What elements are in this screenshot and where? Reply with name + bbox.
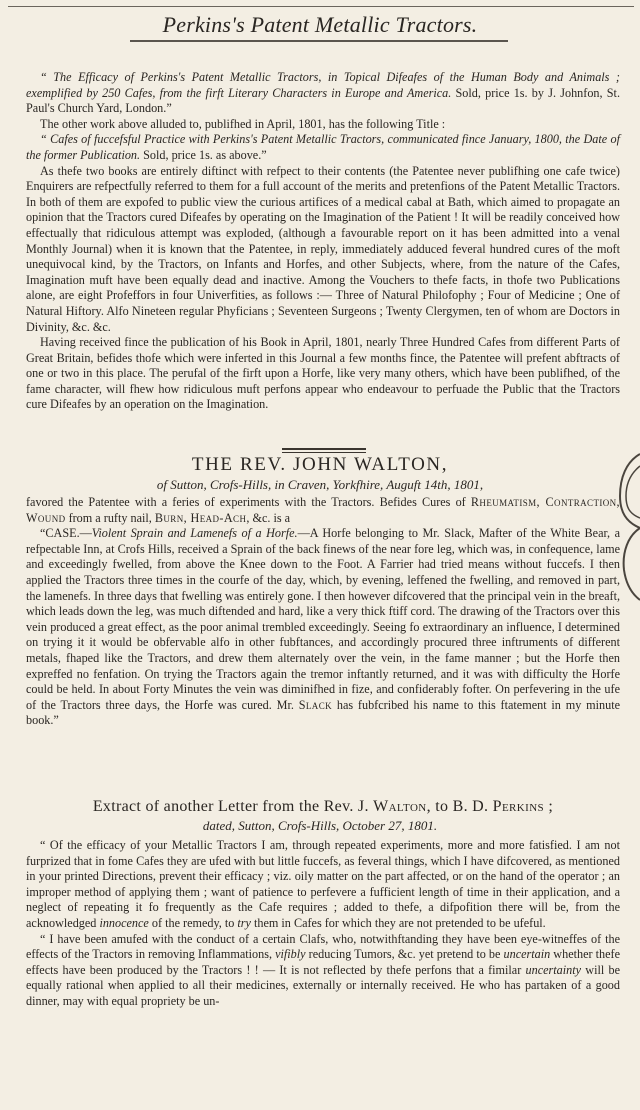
- letter-paragraph-2b: reducing Tumors, &c. yet pretend to be: [305, 947, 504, 962]
- walton-cures-list: Rheumatism, Contraction, Wound: [26, 495, 621, 525]
- case-label: “CASE.—: [40, 526, 92, 541]
- case-end: has fubfcribed his name to this ftatement in my minute book.”: [26, 697, 620, 728]
- section-subheading-walton: of Sutton, Crofs-Hills, in Craven, Yorkfhire, Auguft 14th, 1801,: [156, 477, 484, 492]
- extract-title-name: Walton: [373, 798, 427, 815]
- letter-emphasis: innocence: [99, 915, 149, 930]
- book-sale-2: Sold, price 1s. as above.”: [140, 147, 267, 162]
- section-heading-extract: [26, 798, 620, 816]
- page-header: Perkins's Patent Metallic Tractors.: [162, 12, 478, 37]
- top-rule: [8, 6, 634, 7]
- intro-text: [26, 70, 620, 413]
- walton-intro-text: favored the Patentee with a feries of experiments with the Tractors. Befides Cures of: [26, 495, 471, 509]
- letter-paragraph-1b: of the remedy, to: [148, 915, 238, 930]
- letter-paragraph-2c: whether thefe effects have been produced by the Tractors ! ! — It is not reflected by thefe perfons that a fimilar: [26, 947, 620, 977]
- case-title: Violent Sprain and Lamenefs of a Horfe.: [91, 526, 298, 541]
- walton-intro-text-3: , &c. is a: [246, 510, 291, 525]
- letter-emphasis-3: vifibly: [275, 947, 306, 962]
- letter-paragraph-2d: will be equally rational when applied to all their medicines, externally or internally received. He who has partaken of a good dinner, may with equal propriety be un-: [26, 962, 620, 1008]
- title-intro-line: The other work above alluded to, publifhed in April, 1801, has the following Title :: [40, 116, 446, 131]
- extract-title-part-2: , to B. D.: [426, 798, 493, 815]
- section-extract-text: [26, 838, 620, 1010]
- section-heading-walton: THE REV. JOHN WALTON,: [191, 454, 449, 475]
- section-walton-text: [26, 495, 620, 729]
- extract-title-name-2: Perkins: [492, 798, 545, 815]
- case-body: —A Horfe belonging to Mr. Slack, Mafter of the White Bear, a refpectable Inn, at Crofs Hills, received a Sprain of the back finews of the near fore leg, which was, in confequence, lame and exceedingly fwelled, from above the Knee down to the Foot. A Farrier had tried means without fuccefs. I then applied the Tractors three times in the courfe of the day, which, by evening, leffened the fwelling, and removed in part, the lamenefs. In three days that fwelling was entirely gone. I then however difcovered that the principal vein in the breaft, which leads down the leg, was much diftended and hard, like a very thick ftiff cord. The drawing of the Tractors over this vein produced a great effect, as the poor animal trembled exceedingly. Seeing fo extraordinary an influence, I determined on trying it it would be obfervable alfo in other fubftances, and accordingly procured three inftruments of different metals, fhaped like the Tractors, and drew them alternately over the vein, in the fame manner ; but the Horfe then expreffed no fenfation. On trying the Tractors again the tremor inftantly returned, and it was with difficulty the Horfe could be held. In about Forty Minutes the vein was diminifhed in fize, and confiderably fofter. On perfevering in the ufe of the Tractors three days, the Horfe was cured. Mr.: [26, 526, 620, 712]
- section-subheading-extract: dated, Sutton, Crofs-Hills, October 27, 1801.: [202, 818, 438, 833]
- separator-rule-thin: [282, 452, 366, 453]
- letter-emphasis-2: try: [237, 915, 251, 930]
- book-title-2: “ Cafes of fuccefsful Practice with Perkins's Patent Metallic Tractors, communicated fince January, 1800, the Date of the former Publication.: [26, 132, 620, 162]
- letter-paragraph-1c: them in Cafes for which they are not pretended to be ufeful.: [250, 915, 546, 930]
- book-title-1: “ The Efficacy of Perkins's Patent Metallic Tractors, in Topical Difeafes of the Human Body and Animals ; exemplified by 250 Cafes, from the firft Literary Characters in Europe and America.: [26, 70, 620, 100]
- letter-paragraph-2: “ I have been amufed with the conduct of a certain Clafs, who, notwithftanding they have been eye-witneffes of the effects of the Tractors in removing Inflammations,: [26, 931, 620, 962]
- case-owner-name: Slack: [298, 697, 333, 712]
- letter-emphasis-5: uncertainty: [525, 962, 582, 977]
- extract-title-part: Extract of another Letter from the Rev. J.: [92, 798, 374, 815]
- letter-emphasis-4: uncertain: [503, 947, 551, 962]
- intro-paragraph-books: As thefe two books are entirely diftinct with refpect to their contents (the Patentee never publifhing one cafe twice) Enquirers are refpectfully referred to them for a full account of the merits and pretenfions of the Patent Metallic Tractors. In both of them are expofed to public view the curious artifices of a medical cabal at Bath, which aimed to propagate an opinion that the Tractors cured Difeafes by operating on the Imagination of the Patient ! It will be readily conceived how effectually that ridiculous attempt was exploded, (although a favourable report on it has been admitted into a venal Monthly Journal) when it is known that the Patentee, in reply, immediately adduced feveral hundred cures of the moft unequivocal kind, by the Tractors, on Infants and Horfes, and other Subjects, where, from the nature of the Cafes, Imagination muft have been equally dead and inactive. Among the Vouchers to thefe facts, in thofe two Publications alone, are eight Profeffors in four Univerfities, as follows :— Three of Natural Philofophy ; Four of Medicine ; One of Natural Hiftory. Alfo Nineteen regular Phyficians ; Seventeen Surgeons ; Twenty Clergymen, ten of whom are Doctors in Divinity, &c. &c.: [26, 163, 620, 334]
- letter-paragraph-1: “ Of the efficacy of your Metallic Tractors I am, through repeated experiments, more and more fatisfied. I am not furprized that in fome Cafes they are ufed with but little fuccefs, as feveral things, which I have difcovered, as mentioned in your printed Directions, prevent their efficacy ; viz. oily matter on the part affected, or on the hand of the operator ; an improper method of applying them ; want of patience to perfevere a fufficient length of time in their application, and a neglect of repeating it fo frequently as the Cafe requires ; added to thefe, a difpofition there will be, from the acknowledged: [26, 838, 620, 930]
- intro-paragraph-cases: Having received fince the publication of his Book in April, 1801, nearly Three Hundred Cafes from different Parts of Great Britain, befides thofe which were inferted in this Journal a few months fince, the Patentee will prefent abftracts of one or two in this place. The perufal of the firft upon a Horfe, like very many others, which have been publifhed, of the fame character, will fhew how ridiculous muft perfons appear who endeavour to perfuade the Public that the Tractors cure Difeafes by an operation on the Imagination.: [26, 335, 620, 412]
- walton-intro-text-2: from a rufty nail,: [65, 510, 155, 525]
- separator-rule-thick: [282, 448, 366, 450]
- header-underline: [130, 40, 508, 42]
- walton-cures-list-2: Burn, Head-Ach: [154, 510, 247, 525]
- extract-title-part-3: ;: [544, 798, 554, 815]
- book-sale-1: Sold, price 1s. by J. Johnfon, St. Paul's Church Yard, London.”: [26, 85, 620, 116]
